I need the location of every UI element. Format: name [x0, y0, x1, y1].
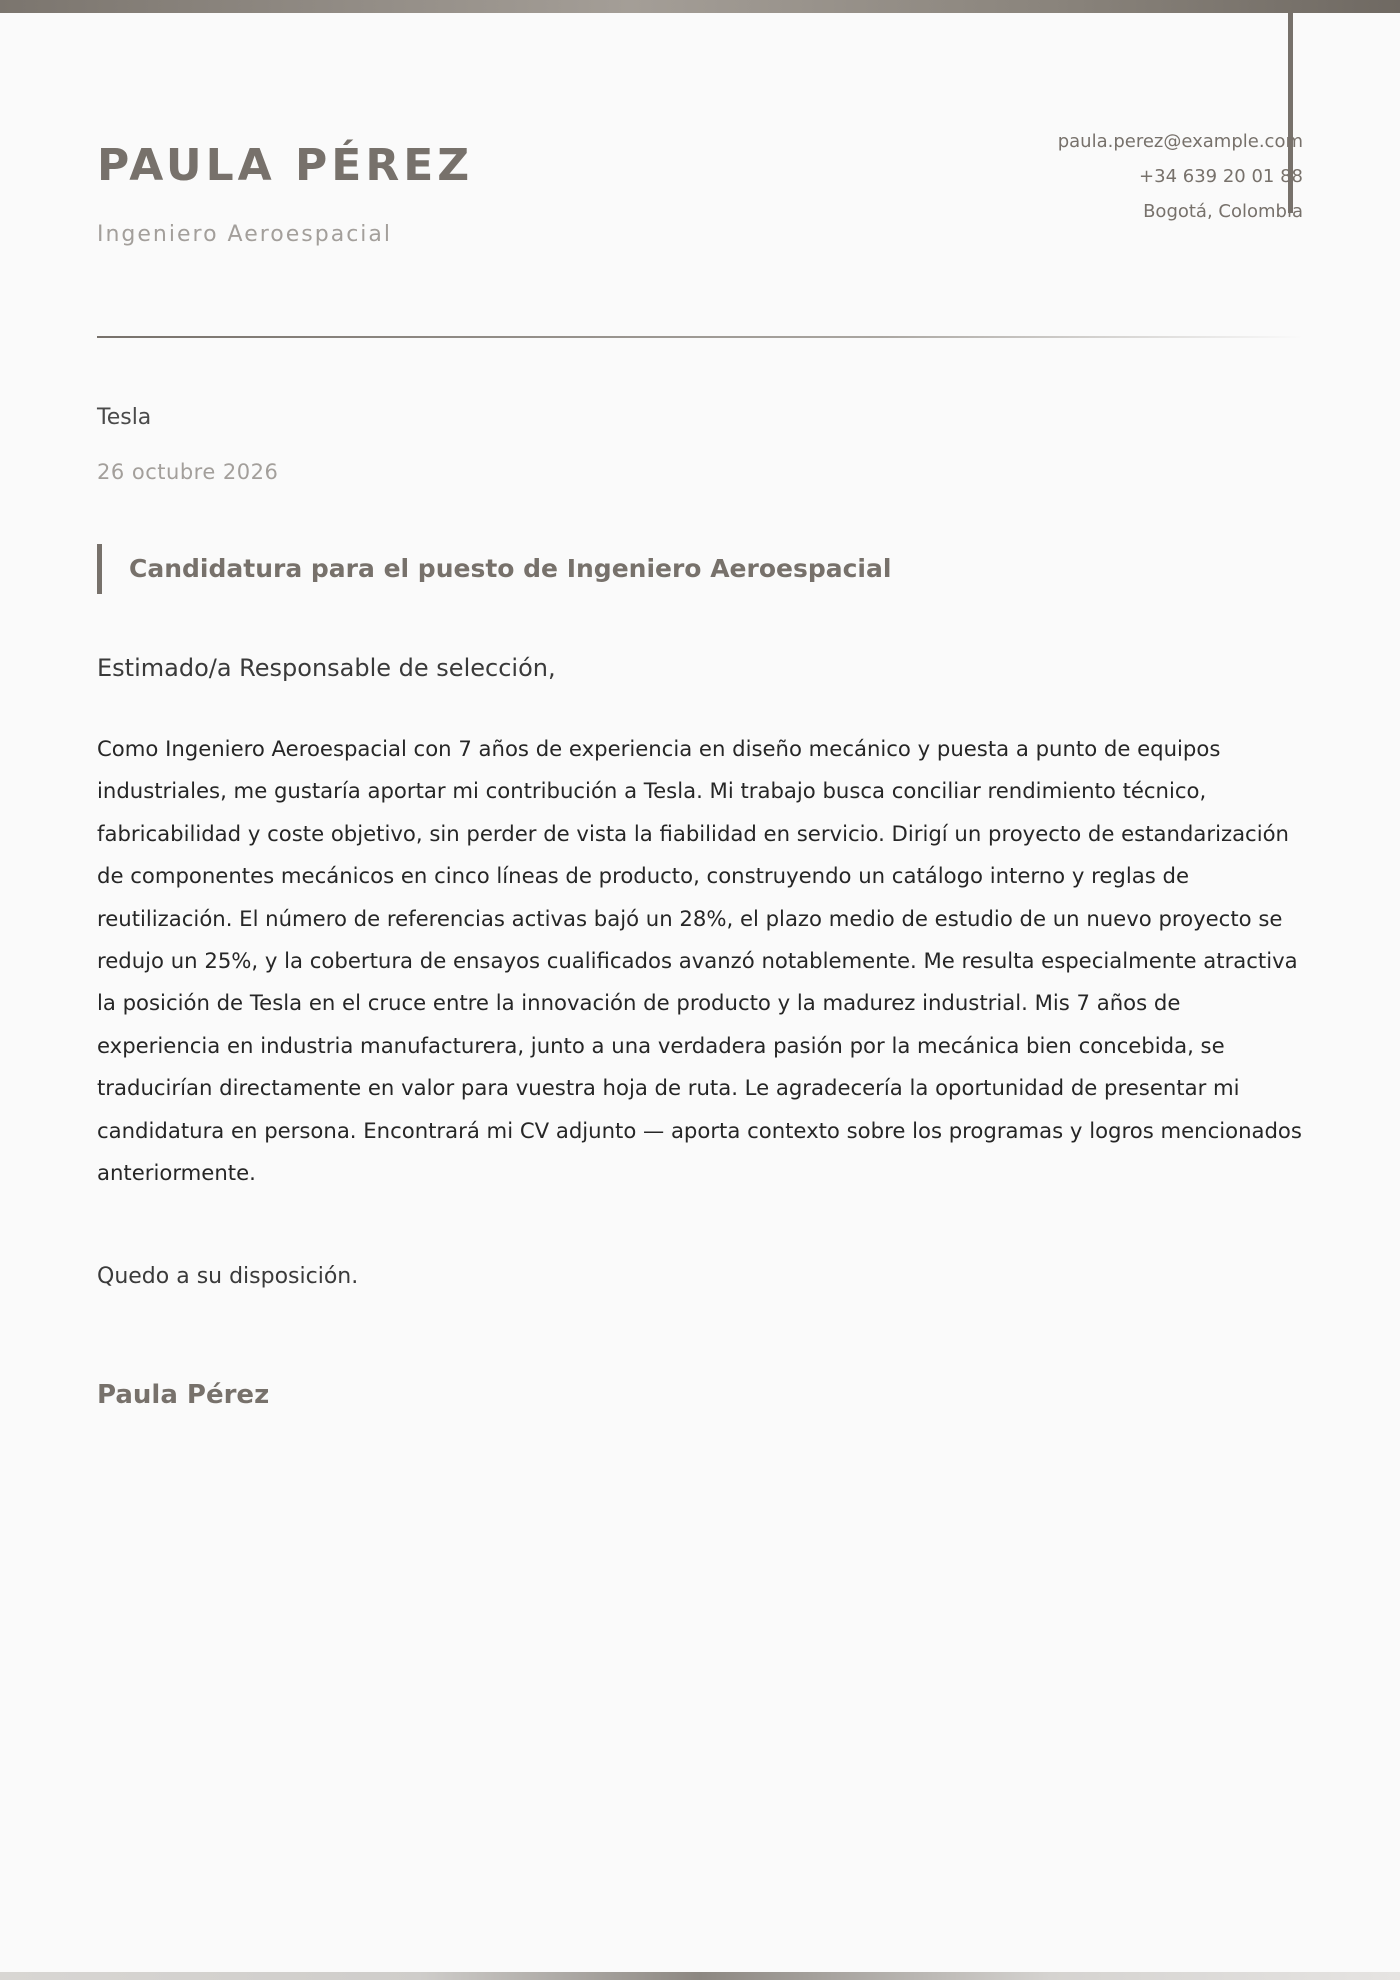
contact-block	[1058, 124, 1303, 229]
header-divider	[97, 336, 1303, 338]
subject-block	[97, 544, 891, 594]
bottom-accent-bar	[0, 1972, 1400, 1980]
letter-signature: Paula Pérez	[97, 1380, 270, 1410]
letter-closing: Quedo a su disposición.	[97, 1264, 359, 1289]
contact-email: paula.perez@example.com	[1057, 131, 1303, 152]
contact-location: Bogotá, Colombia	[1143, 201, 1303, 222]
top-accent-bar	[0, 0, 1400, 13]
contact-phone: +34 639 20 01 88	[1139, 166, 1303, 187]
letter-body: Como Ingeniero Aeroespacial con 7 años de experiencia en diseño mecánico y puesta a punto de equipos industriales, me gustaría aportar mi contribución a Tesla. Mi trabajo busca conciliar rendimiento técnico, fabricabilidad y coste objetivo, sin perder de vista la fiabilidad en servicio. Dirigí un proyecto de estandarización de componentes mecánicos en cinco líneas de producto, construyendo un catálogo interno y reglas de reutilización. El número de referencias activas bajó un 28%, el plazo medio de estudio de un nuevo proyecto se redujo un 25%, y la cobertura de ensayos cualificados avanzó notablemente. Me resulta especialmente atractiva la posición de Tesla en el cruce entre la innovación de producto y la madurez industrial. Mis 7 años de experiencia en industria manufacturera, junto a una verdadera pasión por la mecánica bien concebida, se traducirían directamente en valor para vuestra hoja de ruta. Le agradecería la oportunidad de presentar mi candidatura en persona. Encontrará mi CV adjunto — aporta contexto sobre los programas y logros mencionados anteriormente.	[97, 736, 1302, 1186]
recipient-company: Tesla	[97, 405, 152, 430]
letter-date: 26 octubre 2026	[97, 460, 279, 484]
letter-salutation: Estimado/a Responsable de selección,	[97, 654, 556, 682]
letter-subject: Candidatura para el puesto de Ingeniero Aeroespacial	[129, 554, 892, 583]
applicant-name: PAULA PÉREZ	[97, 140, 474, 191]
applicant-job-title: Ingeniero Aeroespacial	[97, 222, 393, 247]
